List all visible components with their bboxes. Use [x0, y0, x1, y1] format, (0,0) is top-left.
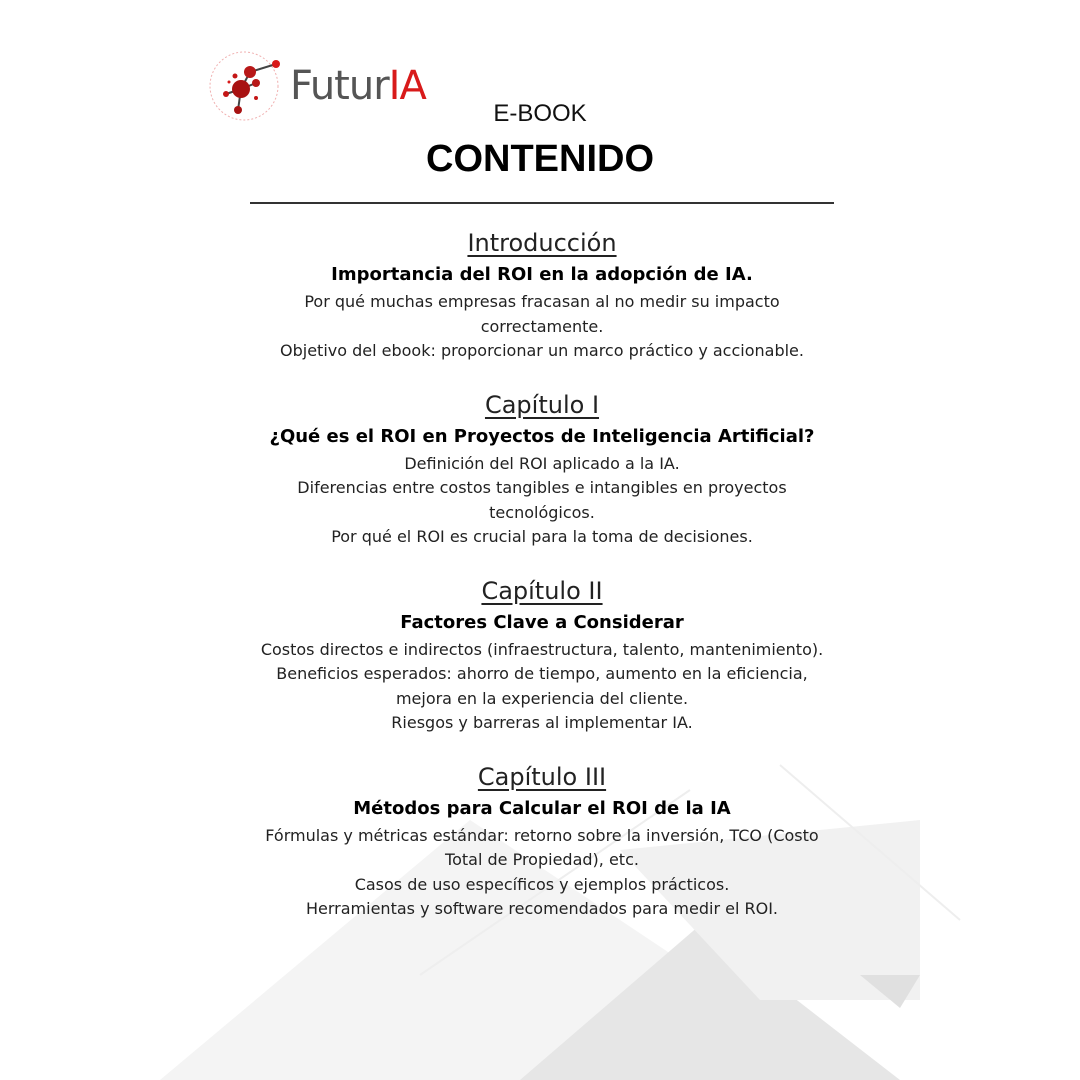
- section-line: Total de Propiedad), etc.: [445, 850, 639, 869]
- table-of-contents: [240, 226, 844, 946]
- section-heading: Capítulo III: [477, 762, 607, 791]
- section-line: Casos de uso específicos y ejemplos prácticos.: [354, 874, 730, 894]
- section-line: Riesgos y barreras al implementar IA.: [391, 713, 693, 732]
- section-line: Objetivo del ebook: proporcionar un marco práctico y accionable.: [280, 341, 804, 360]
- section-subtitle: Métodos para Calcular el ROI de la IA: [353, 797, 731, 819]
- section-line: correctamente.: [480, 316, 604, 336]
- section-line: Costos directos e indirectos (infraestructura, talento, mantenimiento).: [260, 639, 824, 659]
- section-line: mejora en la experiencia del cliente.: [395, 688, 689, 708]
- section-line: Fórmulas y métricas estándar: retorno sobre la inversión, TCO (Costo: [265, 825, 819, 845]
- section-introduction: [240, 226, 844, 364]
- brand-name-prefix: Futur: [290, 63, 389, 109]
- section-line: Por qué el ROI es crucial para la toma de decisiones.: [331, 527, 753, 546]
- section-line: tecnológicos.: [489, 502, 595, 522]
- page-title: CONTENIDO: [426, 138, 654, 180]
- section-subtitle: ¿Qué es el ROI en Proyectos de Inteligencia Artificial?: [269, 425, 815, 447]
- ebook-kicker: E-BOOK: [493, 100, 587, 127]
- section-line: Por qué muchas empresas fracasan al no medir su impacto: [304, 292, 780, 311]
- brand-name-accent: IA: [388, 63, 426, 109]
- section-line: Herramientas y software recomendados para medir el ROI.: [306, 899, 778, 918]
- section-chapter-2: [240, 574, 844, 736]
- section-subtitle: Importancia del ROI en la adopción de IA.: [331, 264, 753, 285]
- section-line: Beneficios esperados: ahorro de tiempo, aumento en la eficiencia,: [276, 664, 808, 683]
- section-chapter-3: [240, 760, 844, 922]
- title-divider: [250, 202, 834, 204]
- section-heading: Capítulo I: [484, 390, 600, 419]
- section-line: Definición del ROI aplicado a la IA.: [404, 453, 680, 473]
- section-subtitle: Factores Clave a Considerar: [400, 611, 684, 633]
- section-line: Diferencias entre costos tangibles e intangibles en proyectos: [297, 478, 787, 497]
- section-heading: Capítulo II: [481, 576, 603, 605]
- section-heading: Introducción: [467, 229, 617, 257]
- section-chapter-1: [240, 388, 844, 550]
